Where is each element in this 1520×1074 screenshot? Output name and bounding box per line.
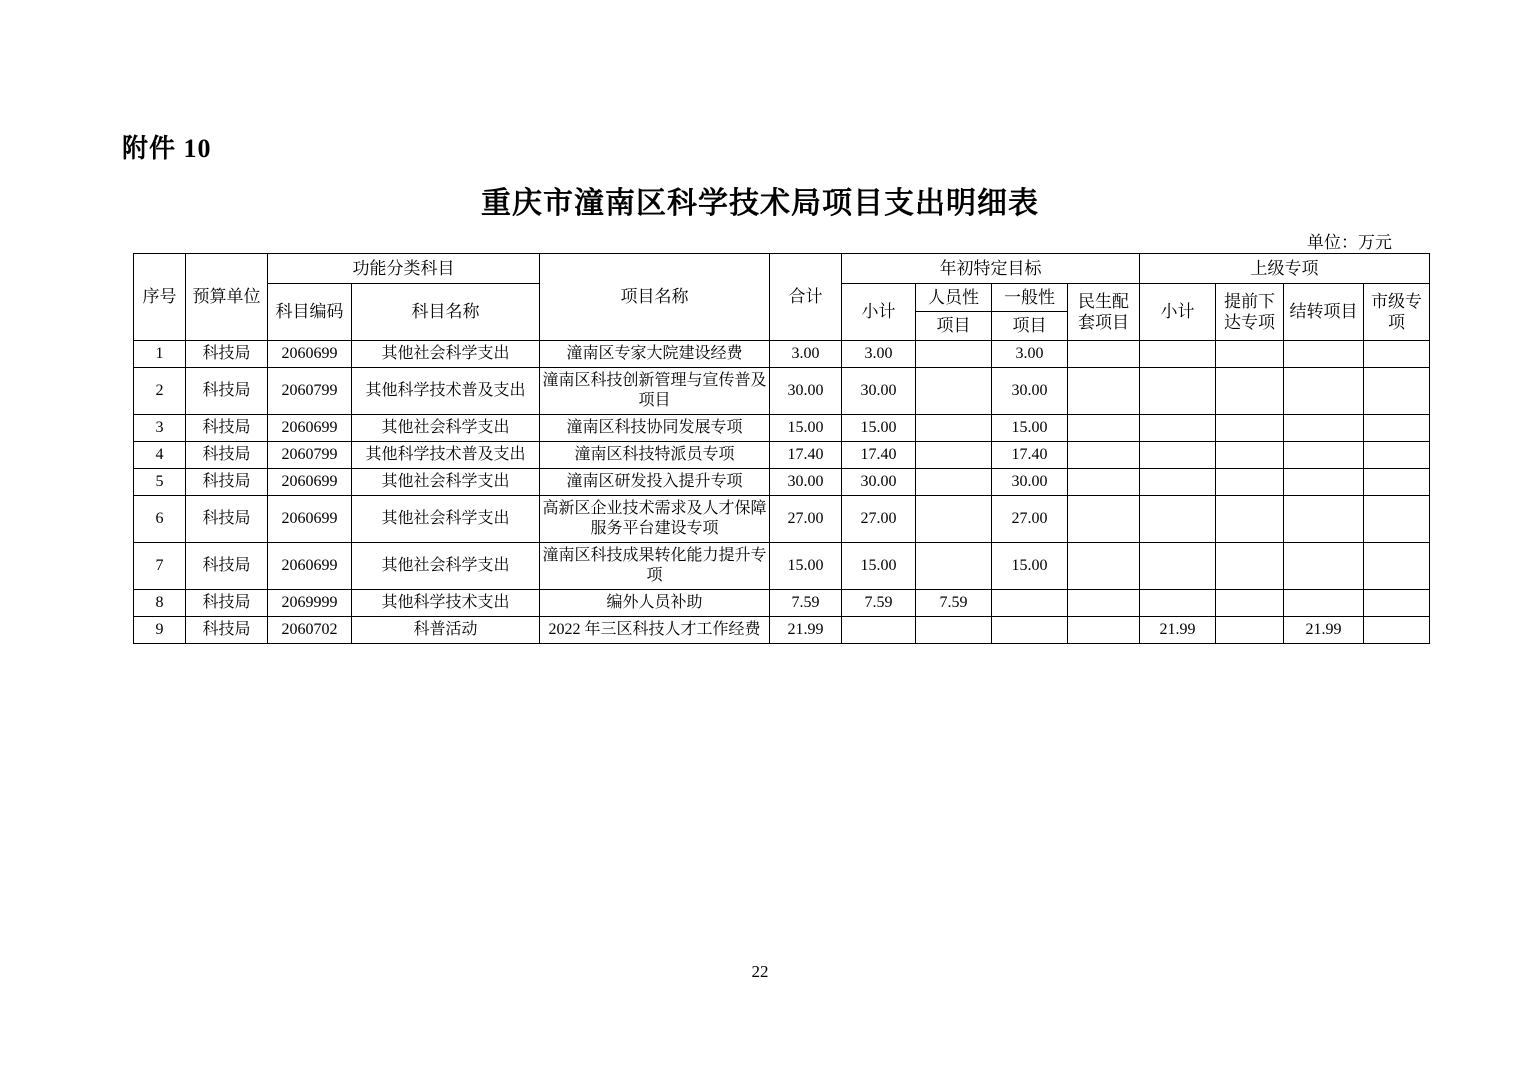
header-seq: 序号 (134, 254, 186, 341)
cell-subtotal: 3.00 (842, 340, 916, 367)
cell-seq: 2 (134, 367, 186, 414)
cell-personnel-project (916, 367, 992, 414)
cell-general-project: 15.00 (992, 414, 1068, 441)
cell-unit: 科技局 (186, 441, 268, 468)
table-row (134, 468, 1430, 495)
cell-livelihood (1068, 495, 1140, 542)
cell-seq: 8 (134, 589, 186, 616)
cell-project-name: 潼南区研发投入提升专项 (540, 468, 770, 495)
cell-general-project: 17.40 (992, 441, 1068, 468)
cell-subject-name: 其他科学技术支出 (352, 589, 540, 616)
cell-unit: 科技局 (186, 367, 268, 414)
cell-personnel-project (916, 414, 992, 441)
cell-subject-name: 其他社会科学支出 (352, 414, 540, 441)
cell-unit: 科技局 (186, 616, 268, 643)
cell-advance-issue (1216, 367, 1284, 414)
header-general-project: 项目 (992, 312, 1068, 340)
cell-general-project: 27.00 (992, 495, 1068, 542)
cell-personnel-project (916, 441, 992, 468)
header-carryover: 结转项目 (1284, 284, 1364, 341)
cell-seq: 7 (134, 542, 186, 589)
cell-carryover (1284, 441, 1364, 468)
header-subtotal: 小计 (842, 284, 916, 341)
cell-carryover (1284, 495, 1364, 542)
cell-carryover (1284, 468, 1364, 495)
cell-project-name: 高新区企业技术需求及人才保障服务平台建设专项 (540, 495, 770, 542)
cell-general-project: 30.00 (992, 367, 1068, 414)
table-row (134, 367, 1430, 414)
header-superior-subtotal: 小计 (1140, 284, 1216, 341)
cell-general-project: 30.00 (992, 468, 1068, 495)
cell-advance-issue (1216, 340, 1284, 367)
cell-livelihood (1068, 468, 1140, 495)
cell-municipal (1364, 616, 1430, 643)
cell-total: 27.00 (770, 495, 842, 542)
cell-subtotal: 30.00 (842, 468, 916, 495)
cell-carryover: 21.99 (1284, 616, 1364, 643)
cell-superior-subtotal (1140, 495, 1216, 542)
cell-seq: 6 (134, 495, 186, 542)
cell-personnel-project (916, 340, 992, 367)
cell-total: 15.00 (770, 542, 842, 589)
cell-subtotal (842, 616, 916, 643)
cell-advance-issue (1216, 414, 1284, 441)
cell-seq: 5 (134, 468, 186, 495)
cell-code: 2060799 (268, 441, 352, 468)
cell-municipal (1364, 441, 1430, 468)
cell-unit: 科技局 (186, 589, 268, 616)
cell-code: 2060699 (268, 495, 352, 542)
cell-superior-subtotal (1140, 367, 1216, 414)
cell-superior-subtotal (1140, 542, 1216, 589)
cell-carryover (1284, 367, 1364, 414)
cell-municipal (1364, 340, 1430, 367)
cell-unit: 科技局 (186, 495, 268, 542)
table-row (134, 616, 1430, 643)
cell-total: 3.00 (770, 340, 842, 367)
cell-general-project: 15.00 (992, 542, 1068, 589)
cell-total: 7.59 (770, 589, 842, 616)
cell-unit: 科技局 (186, 414, 268, 441)
cell-superior-subtotal (1140, 441, 1216, 468)
attachment-label: 附件 10 (122, 134, 212, 163)
cell-project-name: 潼南区科技成果转化能力提升专项 (540, 542, 770, 589)
header-function-class-group: 功能分类科目 (268, 254, 540, 284)
cell-seq: 9 (134, 616, 186, 643)
cell-code: 2060702 (268, 616, 352, 643)
cell-project-name: 编外人员补助 (540, 589, 770, 616)
cell-project-name: 潼南区科技协同发展专项 (540, 414, 770, 441)
cell-unit: 科技局 (186, 340, 268, 367)
cell-code: 2060799 (268, 367, 352, 414)
cell-general-project (992, 616, 1068, 643)
header-advance-issue: 提前下达专项 (1216, 284, 1284, 341)
cell-subtotal: 27.00 (842, 495, 916, 542)
cell-unit: 科技局 (186, 542, 268, 589)
cell-total: 21.99 (770, 616, 842, 643)
cell-unit: 科技局 (186, 468, 268, 495)
header-personnel: 人员性 (916, 284, 992, 312)
cell-livelihood (1068, 367, 1140, 414)
cell-superior-subtotal (1140, 340, 1216, 367)
cell-superior-subtotal (1140, 589, 1216, 616)
cell-livelihood (1068, 414, 1140, 441)
cell-municipal (1364, 367, 1430, 414)
table-row (134, 414, 1430, 441)
cell-general-project: 3.00 (992, 340, 1068, 367)
cell-municipal (1364, 414, 1430, 441)
cell-code: 2060699 (268, 468, 352, 495)
cell-code: 2060699 (268, 414, 352, 441)
page-title: 重庆市潼南区科学技术局项目支出明细表 (481, 187, 1039, 220)
cell-advance-issue (1216, 495, 1284, 542)
header-general: 一般性 (992, 284, 1068, 312)
page-number: 22 (751, 962, 769, 981)
cell-subject-name: 其他科学技术普及支出 (352, 367, 540, 414)
table-header-row-1 (134, 254, 1430, 284)
cell-total: 30.00 (770, 367, 842, 414)
cell-superior-subtotal (1140, 468, 1216, 495)
cell-personnel-project (916, 468, 992, 495)
cell-subject-name: 科普活动 (352, 616, 540, 643)
cell-project-name: 潼南区科技创新管理与宣传普及项目 (540, 367, 770, 414)
cell-municipal (1364, 495, 1430, 542)
header-superior-group: 上级专项 (1140, 254, 1430, 284)
cell-livelihood (1068, 340, 1140, 367)
cell-subtotal: 17.40 (842, 441, 916, 468)
header-total: 合计 (770, 254, 842, 341)
cell-general-project (992, 589, 1068, 616)
cell-superior-subtotal: 21.99 (1140, 616, 1216, 643)
budget-table-wrapper (133, 253, 1422, 644)
cell-personnel-project (916, 616, 992, 643)
cell-livelihood (1068, 616, 1140, 643)
header-subject-code: 科目编码 (268, 284, 352, 341)
table-body (134, 340, 1430, 643)
cell-advance-issue (1216, 616, 1284, 643)
cell-municipal (1364, 542, 1430, 589)
cell-advance-issue (1216, 441, 1284, 468)
header-personnel-project: 项目 (916, 312, 992, 340)
cell-code: 2060699 (268, 542, 352, 589)
table-header (134, 254, 1430, 341)
cell-project-name: 潼南区科技特派员专项 (540, 441, 770, 468)
table-row (134, 495, 1430, 542)
cell-seq: 3 (134, 414, 186, 441)
header-project-name: 项目名称 (540, 254, 770, 341)
cell-project-name: 2022 年三区科技人才工作经费 (540, 616, 770, 643)
cell-subject-name: 其他社会科学支出 (352, 468, 540, 495)
table-row (134, 340, 1430, 367)
cell-subtotal: 15.00 (842, 542, 916, 589)
header-subject-name: 科目名称 (352, 284, 540, 341)
cell-personnel-project: 7.59 (916, 589, 992, 616)
cell-code: 2069999 (268, 589, 352, 616)
cell-advance-issue (1216, 542, 1284, 589)
cell-personnel-project (916, 542, 992, 589)
header-year-start-group: 年初特定目标 (842, 254, 1140, 284)
cell-livelihood (1068, 441, 1140, 468)
cell-subtotal: 15.00 (842, 414, 916, 441)
cell-livelihood (1068, 542, 1140, 589)
cell-total: 15.00 (770, 414, 842, 441)
cell-subject-name: 其他科学技术普及支出 (352, 441, 540, 468)
table-row (134, 589, 1430, 616)
cell-municipal (1364, 589, 1430, 616)
cell-subject-name: 其他社会科学支出 (352, 495, 540, 542)
unit-note: 单位：万元 (1307, 233, 1392, 252)
cell-superior-subtotal (1140, 414, 1216, 441)
cell-carryover (1284, 414, 1364, 441)
cell-subject-name: 其他社会科学支出 (352, 542, 540, 589)
table-row (134, 542, 1430, 589)
cell-livelihood (1068, 589, 1140, 616)
cell-personnel-project (916, 495, 992, 542)
cell-code: 2060699 (268, 340, 352, 367)
cell-total: 30.00 (770, 468, 842, 495)
cell-seq: 1 (134, 340, 186, 367)
cell-carryover (1284, 542, 1364, 589)
cell-advance-issue (1216, 589, 1284, 616)
cell-carryover (1284, 340, 1364, 367)
cell-seq: 4 (134, 441, 186, 468)
cell-subtotal: 30.00 (842, 367, 916, 414)
cell-carryover (1284, 589, 1364, 616)
cell-subtotal: 7.59 (842, 589, 916, 616)
cell-project-name: 潼南区专家大院建设经费 (540, 340, 770, 367)
table-row (134, 441, 1430, 468)
header-municipal: 市级专项 (1364, 284, 1430, 341)
header-budget-unit: 预算单位 (186, 254, 268, 341)
project-expenditure-table (133, 253, 1430, 644)
header-livelihood: 民生配套项目 (1068, 284, 1140, 341)
cell-municipal (1364, 468, 1430, 495)
cell-subject-name: 其他社会科学支出 (352, 340, 540, 367)
cell-advance-issue (1216, 468, 1284, 495)
cell-total: 17.40 (770, 441, 842, 468)
